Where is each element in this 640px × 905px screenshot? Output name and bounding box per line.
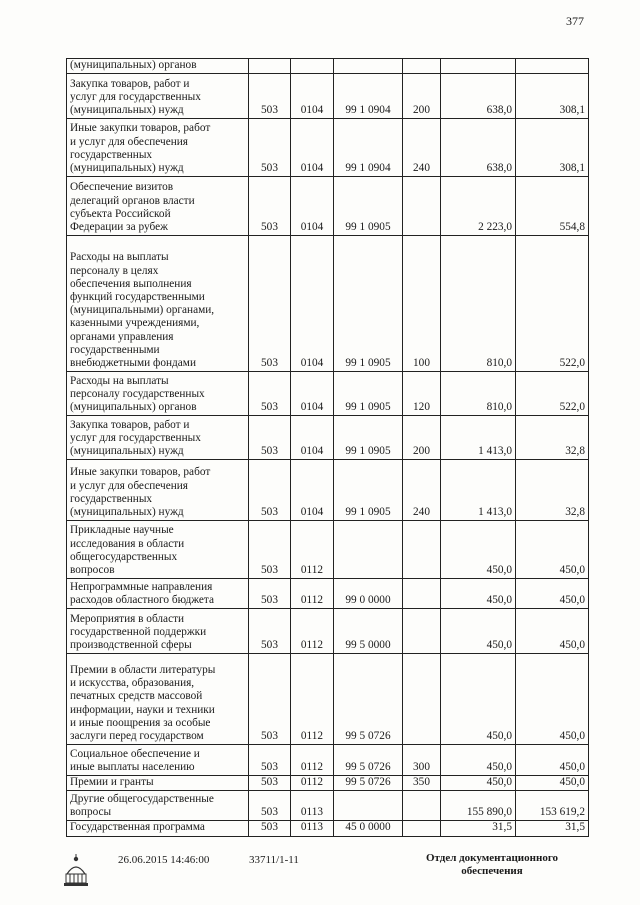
expense-type-cell: 350 bbox=[403, 776, 441, 791]
section-code-cell: 503 bbox=[249, 776, 291, 791]
item-name-line: Социальное обеспечение и bbox=[70, 747, 200, 760]
executed-amount-cell: 308,1 bbox=[516, 119, 589, 177]
section-code-cell: 503 bbox=[249, 177, 291, 236]
planned-amount-cell: 2 223,0 bbox=[441, 177, 516, 236]
table-row bbox=[67, 745, 589, 776]
expense-type-cell: 300 bbox=[403, 745, 441, 776]
subsection-code-cell: 0112 bbox=[291, 579, 334, 609]
target-article-cell: 45 0 0000 bbox=[334, 821, 403, 836]
subsection-code-cell: 0104 bbox=[291, 74, 334, 119]
table-row bbox=[67, 654, 589, 745]
target-article-cell: 99 5 0726 bbox=[334, 745, 403, 776]
item-name-line: Иные закупки товаров, работ bbox=[70, 122, 211, 135]
subsection-code-cell: 0112 bbox=[291, 776, 334, 791]
expense-type-cell: 200 bbox=[403, 74, 441, 119]
executed-amount-cell: 450,0 bbox=[516, 745, 589, 776]
item-name-line: (муниципальными) органами, bbox=[70, 304, 215, 317]
item-name-line: исследования в области bbox=[70, 537, 185, 550]
target-article-cell: 99 1 0904 bbox=[334, 74, 403, 119]
table-row bbox=[67, 119, 589, 177]
item-name-line: функций государственными bbox=[70, 290, 205, 303]
item-name-line: персоналу в целях bbox=[70, 264, 159, 277]
planned-amount-cell: 155 890,0 bbox=[441, 791, 516, 821]
executed-amount-cell: 554,8 bbox=[516, 177, 589, 236]
planned-amount-cell: 450,0 bbox=[441, 579, 516, 609]
planned-amount-cell: 810,0 bbox=[441, 236, 516, 372]
subsection-code-cell: 0104 bbox=[291, 119, 334, 177]
executed-amount-cell bbox=[516, 59, 589, 74]
item-name-cell bbox=[67, 776, 249, 791]
subsection-code-cell: 0104 bbox=[291, 460, 334, 521]
table-row bbox=[67, 74, 589, 119]
section-code-cell: 503 bbox=[249, 654, 291, 745]
section-code-cell bbox=[249, 59, 291, 74]
table-row bbox=[67, 776, 589, 791]
item-name-cell bbox=[67, 791, 249, 821]
item-name-cell bbox=[67, 416, 249, 460]
executed-amount-cell: 450,0 bbox=[516, 776, 589, 791]
item-name-line: услуг для государственных bbox=[70, 431, 201, 444]
subsection-code-cell bbox=[291, 59, 334, 74]
planned-amount-cell: 450,0 bbox=[441, 521, 516, 579]
item-name-cell bbox=[67, 745, 249, 776]
item-name-line: Обеспечение визитов bbox=[70, 181, 174, 194]
item-name-line: Расходы на выплаты bbox=[70, 374, 169, 387]
target-article-cell bbox=[334, 59, 403, 74]
item-name-line: государственными bbox=[70, 343, 160, 356]
item-name-line: и искусства, образования, bbox=[70, 677, 195, 690]
target-article-cell: 99 5 0000 bbox=[334, 609, 403, 654]
executed-amount-cell: 522,0 bbox=[516, 372, 589, 416]
planned-amount-cell bbox=[441, 59, 516, 74]
item-name-line: услуг для государственных bbox=[70, 90, 201, 103]
item-name-line: Другие общегосударственные bbox=[70, 793, 214, 805]
table-row bbox=[67, 609, 589, 654]
item-name-line: Закупка товаров, работ и bbox=[70, 418, 190, 431]
section-code-cell: 503 bbox=[249, 416, 291, 460]
item-name-cell bbox=[67, 521, 249, 579]
item-name-line: государственных bbox=[70, 492, 153, 505]
target-article-cell bbox=[334, 791, 403, 821]
section-code-cell: 503 bbox=[249, 745, 291, 776]
item-name-cell bbox=[67, 177, 249, 236]
planned-amount-cell: 810,0 bbox=[441, 372, 516, 416]
item-name-line: (муниципальных) нужд bbox=[70, 104, 184, 116]
expense-type-cell: 240 bbox=[403, 460, 441, 521]
expense-type-cell bbox=[403, 654, 441, 745]
item-name-line: печатных средств массовой bbox=[70, 690, 203, 703]
item-name-line: (муниципальных) органов bbox=[70, 59, 197, 71]
subsection-code-cell: 0104 bbox=[291, 416, 334, 460]
table-row bbox=[67, 791, 589, 821]
expense-type-cell bbox=[403, 579, 441, 609]
executed-amount-cell: 450,0 bbox=[516, 609, 589, 654]
subsection-code-cell: 0113 bbox=[291, 821, 334, 836]
planned-amount-cell: 638,0 bbox=[441, 119, 516, 177]
item-name-cell bbox=[67, 119, 249, 177]
target-article-cell: 99 5 0726 bbox=[334, 776, 403, 791]
duma-emblem-icon bbox=[62, 852, 90, 888]
subsection-code-cell: 0113 bbox=[291, 791, 334, 821]
executed-amount-cell: 450,0 bbox=[516, 654, 589, 745]
item-name-line: государственной поддержки bbox=[70, 625, 207, 638]
item-name-line: делегаций органов власти bbox=[70, 194, 195, 207]
expense-type-cell: 100 bbox=[403, 236, 441, 372]
target-article-cell: 99 1 0905 bbox=[334, 236, 403, 372]
table-row bbox=[67, 579, 589, 609]
item-name-line: обеспечения выполнения bbox=[70, 277, 192, 290]
section-code-cell: 503 bbox=[249, 821, 291, 836]
target-article-cell: 99 0 0000 bbox=[334, 579, 403, 609]
item-name-cell bbox=[67, 372, 249, 416]
section-code-cell: 503 bbox=[249, 74, 291, 119]
item-name-line: государственных bbox=[70, 148, 153, 161]
table-row bbox=[67, 177, 589, 236]
executed-amount-cell: 31,5 bbox=[516, 821, 589, 836]
item-name-line: Непрограммные направления bbox=[70, 580, 213, 593]
planned-amount-cell: 450,0 bbox=[441, 776, 516, 791]
executed-amount-cell: 522,0 bbox=[516, 236, 589, 372]
section-code-cell: 503 bbox=[249, 460, 291, 521]
target-article-cell: 99 1 0905 bbox=[334, 460, 403, 521]
item-name-line: Прикладные научные bbox=[70, 524, 174, 537]
target-article-cell: 99 1 0905 bbox=[334, 372, 403, 416]
section-code-cell: 503 bbox=[249, 521, 291, 579]
item-name-line: (муниципальных) нужд bbox=[70, 162, 184, 174]
executed-amount-cell: 32,8 bbox=[516, 416, 589, 460]
subsection-code-cell: 0112 bbox=[291, 521, 334, 579]
item-name-line: внебюджетными фондами bbox=[70, 357, 196, 369]
section-code-cell: 503 bbox=[249, 791, 291, 821]
page-number: 377 bbox=[566, 14, 584, 28]
section-code-cell: 503 bbox=[249, 579, 291, 609]
item-name-cell bbox=[67, 236, 249, 372]
section-code-cell: 503 bbox=[249, 372, 291, 416]
budget-table bbox=[66, 58, 589, 837]
table-row bbox=[67, 236, 589, 372]
target-article-cell: 99 1 0904 bbox=[334, 119, 403, 177]
item-name-line: Премии и гранты bbox=[70, 776, 154, 789]
item-name-cell bbox=[67, 821, 249, 836]
item-name-line: Государственная программа bbox=[70, 821, 205, 834]
planned-amount-cell: 638,0 bbox=[441, 74, 516, 119]
item-name-line: и иные поощрения за особые bbox=[70, 716, 211, 729]
subsection-code-cell: 0104 bbox=[291, 236, 334, 372]
planned-amount-cell: 450,0 bbox=[441, 654, 516, 745]
item-name-line: (муниципальных) нужд bbox=[70, 506, 184, 518]
subsection-code-cell: 0112 bbox=[291, 609, 334, 654]
planned-amount-cell: 450,0 bbox=[441, 745, 516, 776]
executed-amount-cell: 450,0 bbox=[516, 521, 589, 579]
expense-type-cell bbox=[403, 609, 441, 654]
expense-type-cell: 200 bbox=[403, 416, 441, 460]
expense-type-cell: 120 bbox=[403, 372, 441, 416]
target-article-cell: 99 1 0905 bbox=[334, 416, 403, 460]
item-name-line: и услуг для обеспечения bbox=[70, 135, 188, 148]
item-name-line: иные выплаты населению bbox=[70, 761, 195, 773]
executed-amount-cell: 450,0 bbox=[516, 579, 589, 609]
item-name-line: Иные закупки товаров, работ bbox=[70, 466, 211, 479]
expense-type-cell bbox=[403, 821, 441, 836]
subsection-code-cell: 0112 bbox=[291, 745, 334, 776]
item-name-cell bbox=[67, 460, 249, 521]
expense-type-cell: 240 bbox=[403, 119, 441, 177]
table-row bbox=[67, 59, 589, 74]
table-row bbox=[67, 460, 589, 521]
item-name-cell bbox=[67, 74, 249, 119]
expense-type-cell bbox=[403, 59, 441, 74]
executed-amount-cell: 308,1 bbox=[516, 74, 589, 119]
expense-type-cell bbox=[403, 177, 441, 236]
footer-department-line2: обеспечения bbox=[461, 865, 523, 877]
expense-type-cell bbox=[403, 521, 441, 579]
item-name-line: информации, науки и техники bbox=[70, 703, 215, 716]
table-row bbox=[67, 521, 589, 579]
planned-amount-cell: 31,5 bbox=[441, 821, 516, 836]
target-article-cell: 99 1 0905 bbox=[334, 177, 403, 236]
item-name-line: Федерации за рубеж bbox=[70, 221, 168, 233]
item-name-line: производственной сферы bbox=[70, 639, 192, 651]
section-code-cell: 503 bbox=[249, 236, 291, 372]
item-name-line: вопросы bbox=[70, 806, 112, 819]
planned-amount-cell: 1 413,0 bbox=[441, 416, 516, 460]
executed-amount-cell: 153 619,2 bbox=[516, 791, 589, 821]
section-code-cell: 503 bbox=[249, 609, 291, 654]
planned-amount-cell: 1 413,0 bbox=[441, 460, 516, 521]
expense-type-cell bbox=[403, 791, 441, 821]
table-row bbox=[67, 416, 589, 460]
table-row bbox=[67, 372, 589, 416]
item-name-line: заслуги перед государством bbox=[70, 730, 204, 742]
item-name-line: казенными учреждениями, bbox=[70, 317, 200, 330]
item-name-line: субъекта Российской bbox=[70, 207, 171, 220]
footer-department-line1: Отдел документационного bbox=[425, 852, 559, 864]
subsection-code-cell: 0112 bbox=[291, 654, 334, 745]
item-name-line: Премии в области литературы bbox=[70, 663, 216, 676]
page-footer bbox=[0, 848, 640, 905]
item-name-line: расходов областного бюджета bbox=[70, 594, 214, 606]
footer-department bbox=[412, 852, 572, 878]
item-name-cell bbox=[67, 579, 249, 609]
section-code-cell: 503 bbox=[249, 119, 291, 177]
item-name-line: персоналу государственных bbox=[70, 387, 205, 400]
item-name-line: общегосударственных bbox=[70, 550, 178, 563]
item-name-line: и услуг для обеспечения bbox=[70, 479, 188, 492]
subsection-code-cell: 0104 bbox=[291, 372, 334, 416]
item-name-line: (муниципальных) нужд bbox=[70, 445, 184, 457]
subsection-code-cell: 0104 bbox=[291, 177, 334, 236]
item-name-line: Мероприятия в области bbox=[70, 612, 185, 625]
table-row bbox=[67, 821, 589, 836]
item-name-cell bbox=[67, 609, 249, 654]
item-name-line: (муниципальных) органов bbox=[70, 401, 197, 413]
item-name-line: Закупка товаров, работ и bbox=[70, 77, 190, 90]
item-name-line: органами управления bbox=[70, 330, 174, 343]
executed-amount-cell: 32,8 bbox=[516, 460, 589, 521]
item-name-cell bbox=[67, 654, 249, 745]
target-article-cell: 99 5 0726 bbox=[334, 654, 403, 745]
item-name-line: Расходы на выплаты bbox=[70, 251, 169, 264]
item-name-line: вопросов bbox=[70, 564, 115, 576]
footer-datetime: 26.06.2015 14:46:00 bbox=[118, 854, 210, 866]
planned-amount-cell: 450,0 bbox=[441, 609, 516, 654]
target-article-cell bbox=[334, 521, 403, 579]
footer-document-code: 33711/1-11 bbox=[249, 854, 299, 866]
item-name-cell bbox=[67, 59, 249, 74]
